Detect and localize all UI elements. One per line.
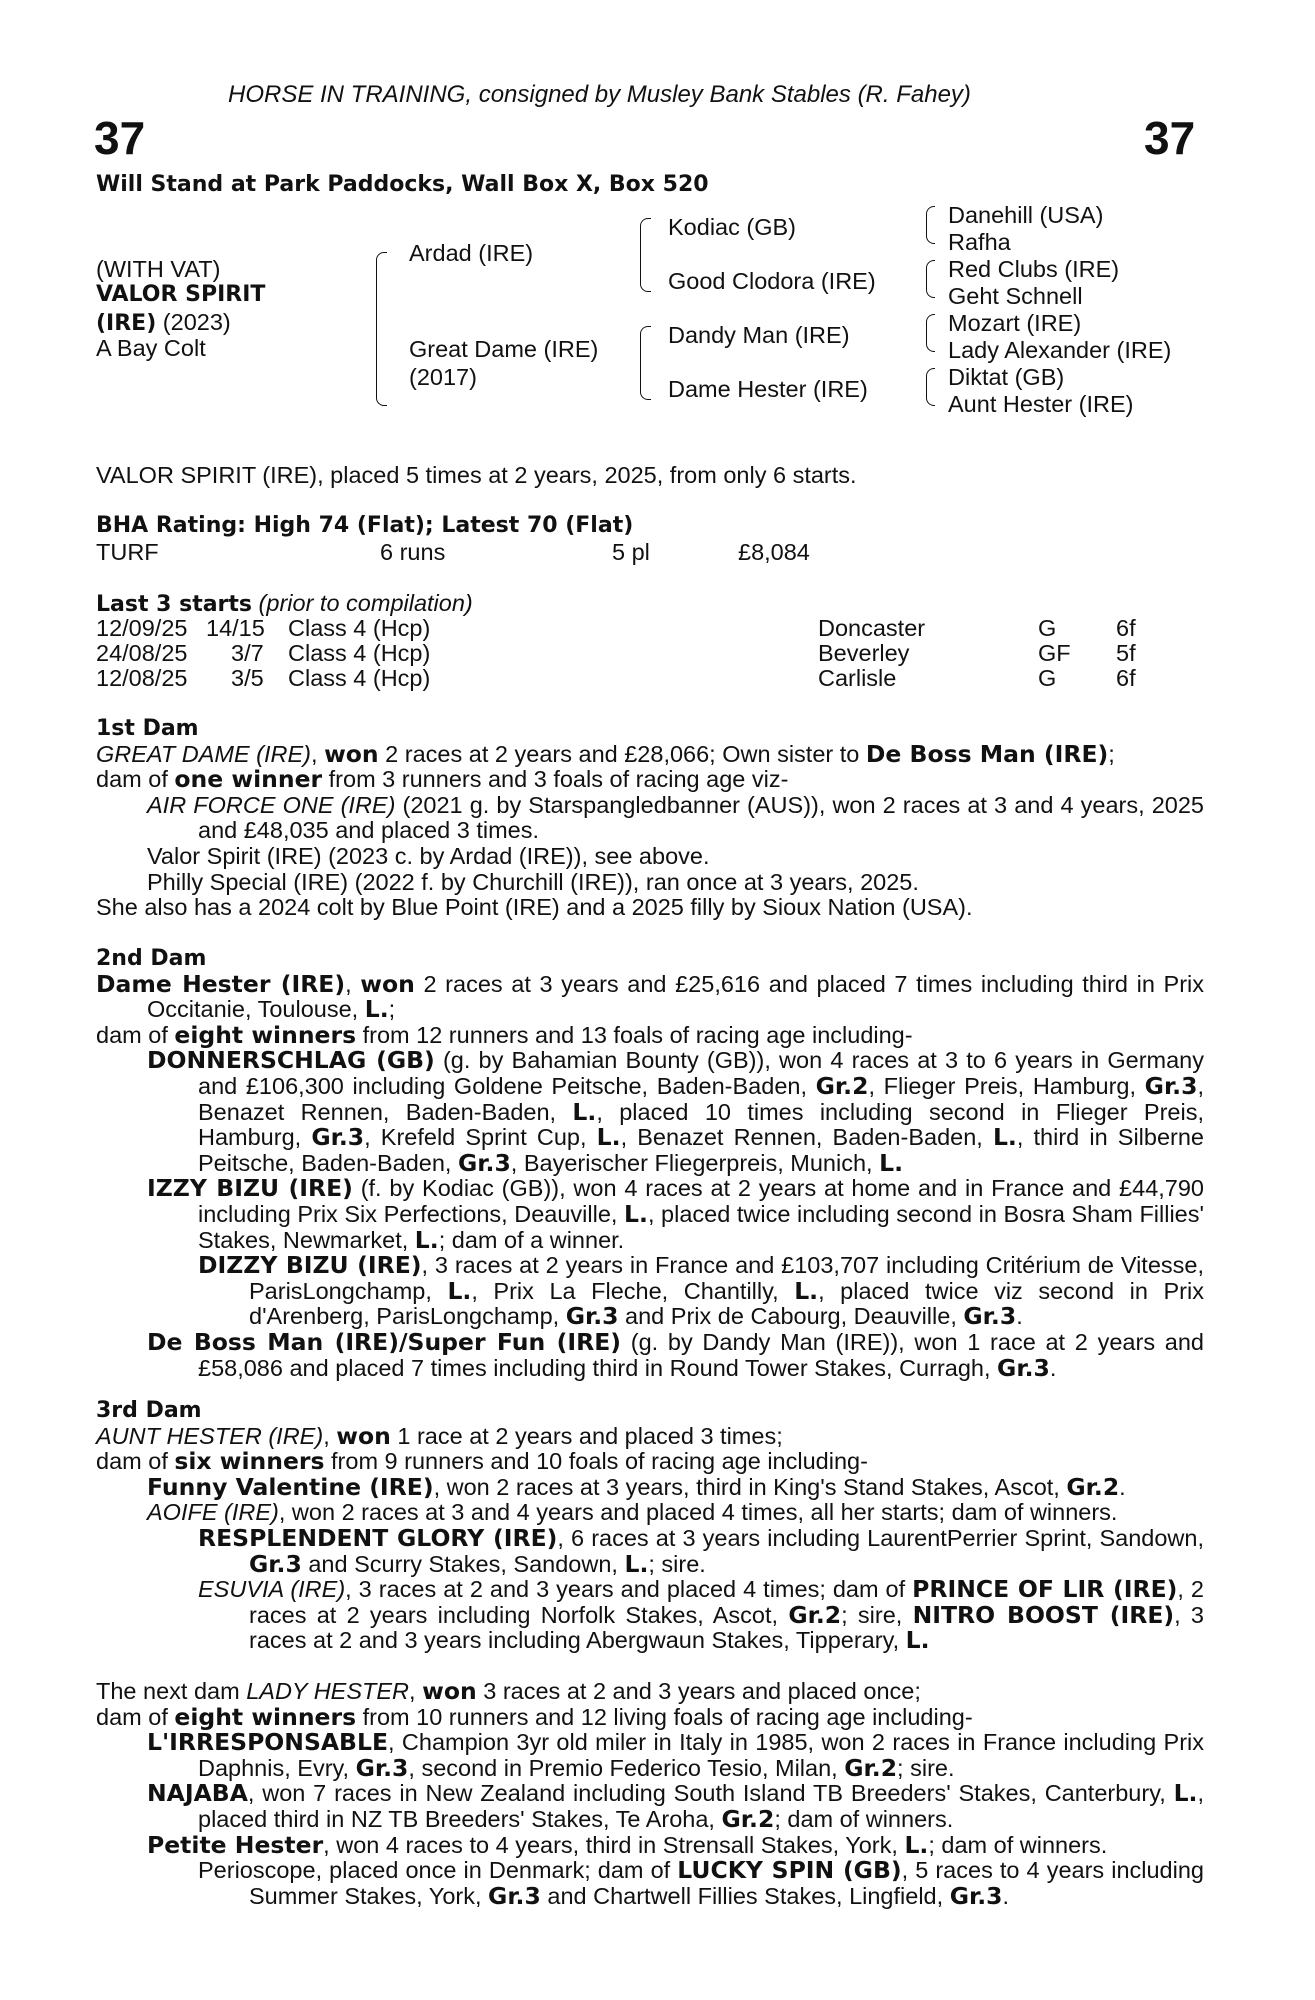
text-run: (2023) <box>156 309 231 335</box>
text-run: Gr.3 <box>457 1148 511 1177</box>
text-run: 12/08/25 <box>96 665 188 691</box>
text-run: 1 race at 2 years and placed 3 times; <box>390 1422 783 1449</box>
progeny-entry <box>198 1253 1204 1330</box>
text-run: and Chartwell Fillies Stakes, Lingfield, <box>540 1882 950 1909</box>
text-run: eight winners <box>174 1702 357 1731</box>
text-run: . <box>1119 1473 1126 1500</box>
text-run: , 2 races at 2 years including Norfolk Stakes, Ascot, <box>249 1576 1204 1628</box>
lot-number-right: 37 <box>1144 112 1196 164</box>
text-run: and Scurry Stakes, Sandown, <box>301 1550 625 1577</box>
pedigree-dss: Mozart (IRE) <box>948 310 1082 336</box>
text-run: , placed twice viz second in Prix d'Arenberg, ParisLongchamp, <box>249 1277 1204 1330</box>
text-run: ; dam of winners. <box>928 1831 1108 1858</box>
text-run: (IRE) <box>96 311 157 336</box>
text-run: IZZY BIZU (IRE) <box>147 1174 353 1203</box>
text-run: won <box>336 1421 391 1450</box>
horse-name: VALOR SPIRIT <box>96 282 266 307</box>
turf-earnings: £8,084 <box>738 539 810 565</box>
text-run: L. <box>905 1626 930 1655</box>
consignment-line: HORSE IN TRAINING, consigned by Musley Bank Stables (R. Fahey) <box>228 81 971 108</box>
text-run: Gr.3 <box>355 1753 409 1782</box>
text-run: Gr.3 <box>997 1353 1050 1382</box>
text-run: G <box>1038 615 1057 641</box>
text-run: ; sire. <box>897 1754 955 1781</box>
text-run: won <box>360 969 415 998</box>
text-run: L. <box>596 1123 621 1152</box>
last-starts-heading <box>96 590 473 618</box>
first-dam-section <box>96 716 1204 921</box>
text-run: De Boss Man (IRE) <box>865 739 1109 768</box>
text-run: L'IRRESPONSABLE <box>147 1728 389 1757</box>
text-run: , 3 races at 2 and 3 years and placed 4 times; dam of <box>345 1576 913 1603</box>
text-run: from 9 runners and 10 foals of racing age including- <box>324 1448 868 1475</box>
pedigree-brace-dd <box>926 368 935 406</box>
pedigree-dam-sire: Dandy Man (IRE) <box>668 322 850 348</box>
third-dam-record <box>96 1421 1204 1450</box>
next-dam-record <box>96 1679 1204 1705</box>
text-run: , placed twice including second in Bosra Sham Fillies' Stakes, Newmarket, <box>198 1200 1204 1253</box>
pedigree-sds: Red Clubs (IRE) <box>948 256 1120 282</box>
horse-name-suffix <box>96 309 231 337</box>
start-row <box>0 640 1315 666</box>
lot-number-left: 37 <box>94 112 146 164</box>
turf-runs: 6 runs <box>380 539 446 565</box>
text-run: dam of <box>96 766 175 793</box>
stand-location: Will Stand at Park Paddocks, Wall Box X, Box 520 <box>96 172 709 197</box>
text-run: won <box>422 1677 477 1705</box>
text-run: AUNT HESTER (IRE) <box>96 1422 324 1449</box>
text-run: Gr.3 <box>949 1881 1003 1910</box>
text-run: GF <box>1038 640 1071 666</box>
second-dam-record <box>96 969 1204 1024</box>
text-run: (prior to compilation) <box>252 590 473 616</box>
text-run: , won 7 races in New Zealand including South Island TB Breeders' Stakes, Canterbury, <box>247 1780 1174 1807</box>
text-run: L. <box>794 1276 819 1305</box>
text-run: Petite Hester <box>147 1830 324 1859</box>
text-run: Carlisle <box>818 665 897 691</box>
text-run: , second in Premio Federico Tesio, Milan, <box>408 1754 845 1781</box>
progeny-entry <box>198 1858 1204 1909</box>
progeny-entry: Valor Spirit (IRE) (2023 c. by Ardad (IRE)), see above. <box>147 842 710 869</box>
text-run: Dame Hester (IRE) <box>96 969 346 998</box>
pedigree-dds: Diktat (GB) <box>948 364 1065 390</box>
text-run: Class 4 (Hcp) <box>288 665 431 691</box>
progeny-entry <box>147 1500 1204 1526</box>
text-run: (2021 g. by Starspangledbanner (AUS)), won 2 races at 3 and 4 years, 2025 and £48,035 and placed 3 times. <box>198 791 1205 844</box>
text-run: 3 races at 2 and 3 years and placed once; <box>476 1678 921 1704</box>
first-dam-produce-line <box>96 767 1204 793</box>
text-run: 12/09/25 <box>96 615 188 641</box>
turf-label: TURF <box>96 539 159 565</box>
progeny-entry <box>198 1577 1204 1654</box>
text-run: L. <box>879 1148 904 1177</box>
text-run: , Champion 3yr old miler in Italy in 1985, won 2 races in France including Prix Daphnis, Evry, <box>198 1729 1204 1781</box>
text-run: , <box>311 740 325 767</box>
text-run: , Bayerischer Fliegerpreis, Munich, <box>510 1149 880 1176</box>
text-run: Class 4 (Hcp) <box>288 640 431 666</box>
progeny-entry <box>147 1472 1204 1501</box>
text-run: 14/15 <box>206 615 265 641</box>
text-run: GREAT DAME (IRE) <box>96 740 311 767</box>
text-run: , 5 races to 4 years including Summer Stakes, York, <box>249 1857 1204 1909</box>
text-run: Class 4 (Hcp) <box>288 615 431 641</box>
text-run: ; sire. <box>648 1550 706 1577</box>
progeny-entry <box>147 1048 1204 1176</box>
text-run: L. <box>447 1276 472 1305</box>
text-run: L. <box>624 1199 648 1228</box>
text-run: De Boss Man (IRE)/Super Fun (IRE) <box>147 1327 622 1356</box>
second-dam-section <box>96 946 1204 1381</box>
text-run: Gr.2 <box>721 1804 775 1833</box>
text-run: , 3 races at 2 years in France and £103,707 including Critérium de Vitesse, ParisLongchamp, <box>249 1252 1204 1304</box>
text-run: Gr.2 <box>844 1753 898 1782</box>
text-run: one winner <box>174 765 323 794</box>
pedigree-dam-year: (2017) <box>409 364 477 390</box>
text-run: , won 2 races at 3 and 4 years and placed 4 times, all her starts; dam of winners. <box>278 1499 1118 1526</box>
text-run: , Prix La Fleche, Chantilly, <box>471 1277 795 1304</box>
text-run: Last 3 starts <box>96 592 253 617</box>
text-run: (g. by Bahamian Bounty (GB)), won 4 races at 3 to 6 years in Germany and £106,300 including Goldene Peitsche, Baden-Baden, <box>198 1047 1205 1099</box>
pedigree-ssd: Rafha <box>948 229 1011 255</box>
text-run: L. <box>414 1225 439 1254</box>
horse-description: A Bay Colt <box>96 335 206 361</box>
third-dam-produce-line <box>96 1449 1204 1475</box>
text-run: , placed 10 times including second in Flieger Preis, Hamburg, <box>198 1098 1204 1151</box>
first-dam-foals-note: She also has a 2024 colt by Blue Point (IRE) and a 2025 filly by Sioux Nation (USA). <box>96 894 973 921</box>
text-run: 24/08/25 <box>96 640 188 666</box>
pedigree-brace-ss <box>926 206 935 244</box>
pedigree-sdd: Geht Schnell <box>948 283 1083 309</box>
pedigree-brace-sire-dam <box>376 252 387 406</box>
text-run: , Benazet Rennen, Baden-Baden, <box>198 1072 1204 1125</box>
text-run: Gr.3 <box>249 1549 302 1578</box>
text-run: , 6 races at 3 years including LaurentPerrier Sprint, Sandown, <box>557 1524 1205 1551</box>
text-run: L. <box>904 1830 929 1859</box>
pedigree-sire-dam: Good Clodora (IRE) <box>668 268 876 294</box>
text-run: 3/5 <box>231 665 264 691</box>
text-run: eight winners <box>174 1020 357 1049</box>
text-run: dam of <box>96 1021 175 1048</box>
text-run: , won 4 races to 4 years, third in Strensall Stakes, York, <box>323 1831 905 1858</box>
pedigree-brace-sd <box>926 260 935 298</box>
progeny-entry <box>147 1830 1204 1859</box>
first-dam-record <box>96 739 1204 768</box>
race-summary: VALOR SPIRIT (IRE), placed 5 times at 2 years, 2025, from only 6 starts. <box>96 462 857 488</box>
text-run: 5f <box>1116 640 1136 666</box>
text-run: Gr.3 <box>1144 1071 1198 1100</box>
text-run: Beverley <box>818 640 910 666</box>
start-row <box>0 615 1315 641</box>
text-run: . <box>1049 1354 1057 1381</box>
text-run: G <box>1038 665 1057 691</box>
text-run: , third in Silberne Peitsche, Baden-Baden, <box>198 1124 1204 1176</box>
progeny-entry <box>147 1176 1204 1253</box>
progeny-entry <box>147 793 1204 844</box>
text-run: AOIFE (IRE) <box>147 1499 279 1526</box>
text-run: L. <box>572 1097 597 1126</box>
text-run: and Prix de Cabourg, Deauville, <box>618 1303 964 1330</box>
text-run: (g. by Dandy Man (IRE)), won 1 race at 2 years and £58,086 and placed 7 times including third in Round Tower Stakes, Curragh, <box>198 1328 1204 1381</box>
second-dam-heading: 2nd Dam <box>96 946 207 971</box>
text-run: Gr.3 <box>311 1123 365 1152</box>
text-run: LUCKY SPIN (GB) <box>677 1856 902 1885</box>
text-run: DONNERSCHLAG (GB) <box>147 1046 435 1075</box>
pedigree-dam: Great Dame (IRE) <box>409 336 599 362</box>
pedigree-dam-dam: Dame Hester (IRE) <box>668 376 868 402</box>
start-row <box>0 665 1315 691</box>
text-run: NAJABA <box>147 1779 248 1808</box>
text-run: Gr.3 <box>488 1881 541 1910</box>
text-run: . <box>1002 1882 1010 1909</box>
next-dam-produce-line <box>96 1702 1204 1731</box>
text-run: DIZZY BIZU (IRE) <box>198 1251 422 1280</box>
text-run: six winners <box>174 1447 325 1476</box>
progeny-entry <box>147 1730 1204 1781</box>
text-run: Funny Valentine (IRE) <box>147 1472 434 1501</box>
text-run: , <box>345 970 361 997</box>
text-run: 2 races at 3 years and £25,616 and placed 7 times including third in Prix Occitanie, Toulouse, <box>147 970 1204 1023</box>
text-run: Gr.2 <box>1066 1472 1120 1501</box>
text-run: , 3 races at 2 and 3 years including Abergwaun Stakes, Tipperary, <box>249 1601 1205 1654</box>
bha-rating: BHA Rating: High 74 (Flat); Latest 70 (Flat) <box>96 513 634 538</box>
text-run: ; dam of winners. <box>774 1805 954 1832</box>
text-run: NITRO BOOST (IRE) <box>912 1600 1175 1629</box>
text-run: . <box>1016 1303 1023 1330</box>
text-run: LADY HESTER <box>246 1678 410 1704</box>
text-run: L. <box>992 1123 1017 1152</box>
text-run: L. <box>624 1549 649 1578</box>
turf-placed: 5 pl <box>612 539 650 565</box>
text-run: dam of <box>96 1703 175 1730</box>
pedigree-brace-dam-parents <box>640 326 651 400</box>
progeny-entry <box>147 1781 1204 1832</box>
text-run: Perioscope, placed once in Denmark; dam of <box>198 1857 678 1884</box>
pedigree-sire-sire: Kodiac (GB) <box>668 214 796 240</box>
text-run: , won 2 races at 3 years, third in King's Stand Stakes, Ascot, <box>433 1473 1067 1500</box>
text-run: , <box>409 1678 423 1704</box>
text-run: ; dam of a winner. <box>438 1226 625 1253</box>
text-run: 6f <box>1116 665 1136 691</box>
third-dam-section <box>96 1398 1204 1654</box>
text-run: ESUVIA (IRE) <box>198 1576 346 1603</box>
next-dam-section <box>96 1679 1204 1909</box>
text-run: L. <box>364 995 389 1024</box>
text-run: RESPLENDENT GLORY (IRE) <box>198 1523 558 1552</box>
pedigree-brace-ds <box>926 314 935 352</box>
pedigree-sss: Danehill (USA) <box>948 202 1104 228</box>
first-dam-heading: 1st Dam <box>96 716 199 741</box>
text-run: from 12 runners and 13 foals of racing age including- <box>356 1021 913 1048</box>
progeny-entry <box>147 1327 1204 1382</box>
text-run: Gr.3 <box>963 1302 1017 1331</box>
text-run: , <box>323 1422 337 1449</box>
text-run: ; <box>388 996 396 1023</box>
text-run: 2 races at 2 years and £28,066; Own sister to <box>378 740 866 767</box>
text-run: , Krefeld Sprint Cup, <box>364 1124 597 1151</box>
text-run: Gr.2 <box>788 1600 842 1629</box>
text-run: won <box>324 739 379 768</box>
third-dam-heading: 3rd Dam <box>96 1398 202 1423</box>
text-run: (f. by Kodiac (GB)), won 4 races at 2 years at home and in France and £44,790 including Prix Six Perfections, Deauville, <box>198 1175 1204 1227</box>
text-run: Doncaster <box>818 615 926 641</box>
text-run: The next dam <box>96 1678 247 1704</box>
text-run: , Benazet Rennen, Baden-Baden, <box>620 1124 993 1151</box>
text-run: from 10 runners and 12 living foals of racing age including- <box>356 1703 973 1730</box>
text-run: , Flieger Preis, Hamburg, <box>868 1072 1145 1099</box>
text-run: 6f <box>1116 615 1136 641</box>
text-run: from 3 runners and 3 foals of racing age viz- <box>322 766 789 793</box>
text-run: , placed third in NZ TB Breeders' Stakes, Te Aroha, <box>198 1780 1204 1832</box>
progeny-entry: Philly Special (IRE) (2022 f. by Churchill (IRE)), ran once at 3 years, 2025. <box>147 868 919 895</box>
text-run: ; <box>1108 740 1115 767</box>
second-dam-produce-line <box>96 1020 1204 1049</box>
text-run: PRINCE OF LIR (IRE) <box>912 1575 1178 1604</box>
pedigree-brace-sire-parents <box>640 218 651 292</box>
text-run: dam of <box>96 1448 175 1475</box>
text-run: ; sire, <box>841 1601 913 1628</box>
text-run: Gr.2 <box>815 1071 869 1100</box>
text-run: AIR FORCE ONE (IRE) <box>147 791 396 818</box>
progeny-entry <box>198 1523 1205 1578</box>
vat-note: (WITH VAT) <box>96 256 221 282</box>
text-run: Gr.3 <box>565 1302 619 1331</box>
text-run: L. <box>1173 1779 1198 1808</box>
pedigree-sire: Ardad (IRE) <box>409 240 534 266</box>
pedigree-ddd: Aunt Hester (IRE) <box>948 391 1134 417</box>
pedigree-dsd: Lady Alexander (IRE) <box>948 337 1172 363</box>
text-run: 3/7 <box>231 640 264 666</box>
